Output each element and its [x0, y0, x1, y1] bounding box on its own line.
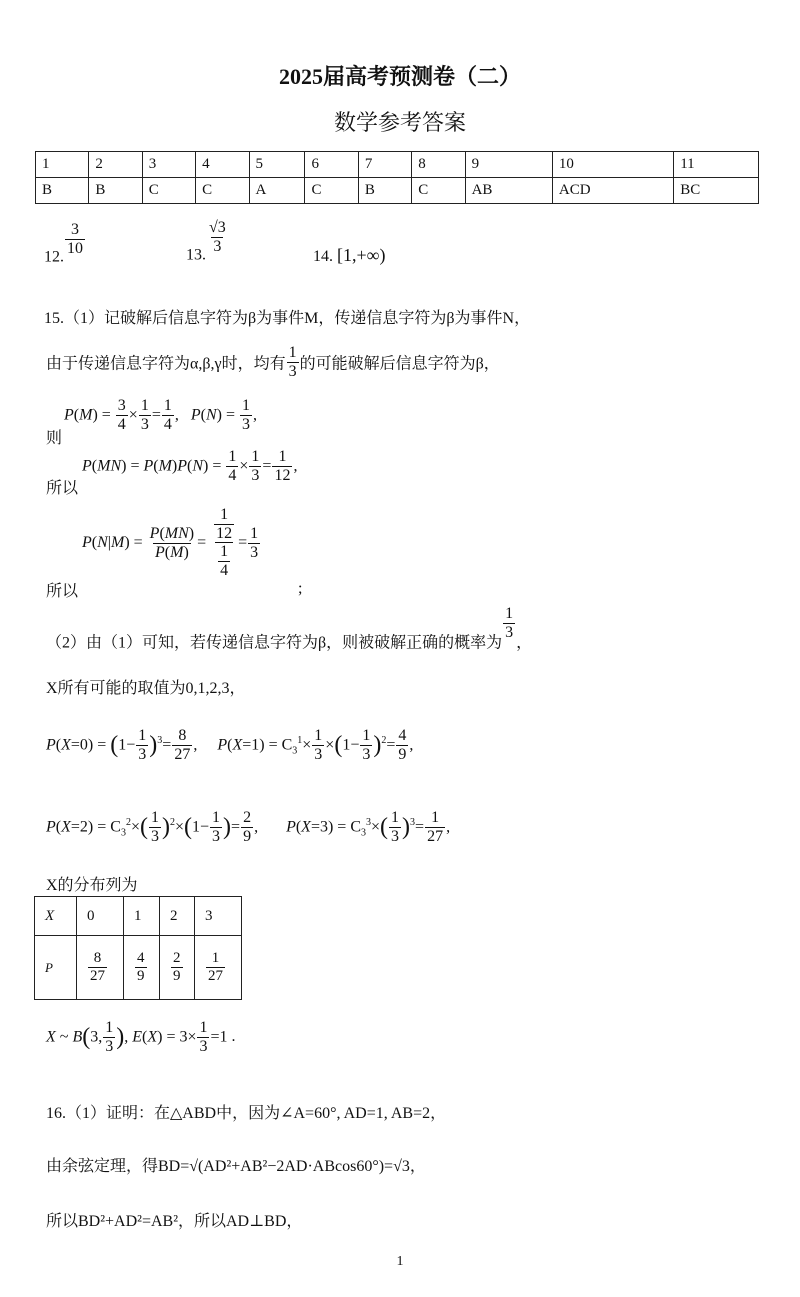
- q15-line2: 由于传递信息字符为α,β,γ时，均有 $\frac{1}{3}$ 的可能破解后信息字符为β，: [46, 344, 500, 380]
- answer-value: C: [305, 178, 358, 204]
- q15-px0-px1: P(X=0) = (1− $\frac{1}{3}$ )$^3$= $\frac{8}{27}$ , $P(X=1) = C_3^1\times$ $\frac{1}{3}$ ×(1− $\frac{1}{3}$ )$^2$= $\frac{4}{9}$ ,: [46, 727, 414, 763]
- q15-px2-px3: $P(X=2) = C_3^2\times$( $\frac{1}{3}$ )$^2$×(1− $\frac{1}{3}$ )= $\frac{2}{9}$ , $P(X=3) = C_3^3\times$( $\frac{1}{3}$ )$^3$= $\frac{1}{27}$ ,: [46, 809, 451, 845]
- q15-line1: 15.（1）记破解后信息字符为β为事件M，传递信息字符为β为事件N，: [44, 310, 531, 327]
- answer-value: BC: [674, 178, 759, 204]
- answer-number: 7: [358, 152, 411, 178]
- q15-conditional-prob: P(N|M) = $\frac{P(MN)}{P(M)}$ = $\frac{\frac{1}{12}}{\frac{1}{4}}$ = $\frac{1}{3}$: [82, 506, 259, 580]
- q13-answer: [186, 220, 229, 264]
- q15-part2-line2: X所有可能的取值为0,1,2,3，: [46, 680, 246, 697]
- dist-prob-cell: $\frac{2}{9}$: [160, 936, 195, 1000]
- distribution-header-row: [35, 897, 242, 936]
- q13-fraction: $\frac{√3}{3}$: [209, 219, 226, 255]
- page-number: 1: [396, 1254, 404, 1269]
- page-subtitle: 数学参考答案: [333, 110, 466, 135]
- q12-answer: [44, 222, 86, 266]
- q15-so-label-1: 所以: [46, 480, 79, 497]
- answer-number: 3: [142, 152, 195, 178]
- answer-value: B: [89, 178, 142, 204]
- distribution-table: [34, 896, 242, 1000]
- dist-header-cell: 3: [195, 897, 242, 936]
- answer-number: 4: [196, 152, 249, 178]
- answer-table-answer-row: [36, 178, 759, 204]
- q15-then-label: 则: [46, 430, 63, 447]
- dist-prob-cell: $\frac{8}{27}$: [77, 936, 124, 1000]
- q15-so-label-2: 所以: [46, 583, 79, 600]
- answer-value: C: [196, 178, 249, 204]
- dist-p-label: P: [35, 936, 77, 1000]
- answer-number: 5: [249, 152, 305, 178]
- q12-label: 12.: [44, 248, 64, 266]
- answer-number: 11: [674, 152, 759, 178]
- dist-prob-cell: $\frac{4}{9}$: [124, 936, 160, 1000]
- answer-value: C: [412, 178, 465, 204]
- answer-number: 8: [412, 152, 465, 178]
- q12-fraction: $\frac{3}{10}$: [67, 221, 83, 257]
- answer-table-number-row: [36, 152, 759, 178]
- q15-expectation: X ~ B(3, $\frac{1}{3}$ ), E(X) = 3× $\frac{1}{3}$ =1 .: [46, 1019, 236, 1055]
- q14-label: 14.: [313, 248, 333, 265]
- q14-value: [1,+∞): [337, 245, 386, 265]
- q15-prob-m-n: P(M) = $\frac{3}{4}$ × $\frac{1}{3}$ = $\frac{1}{4}$ , P(N) = $\frac{1}{3}$ ,: [64, 397, 257, 433]
- page-title: 2025届高考预测卷（二）: [278, 64, 521, 89]
- q15-prob-mn: P(MN) = P(M)P(N) = $\frac{1}{4}$ × $\frac{1}{3}$ = $\frac{1}{12}$ ,: [82, 448, 298, 484]
- dist-header-cell: X: [35, 897, 77, 936]
- q16-line2: 由余弦定理，得BD=√(AD²+AB²−2AD·ABcos60°)=√3，: [46, 1158, 426, 1175]
- dist-header-cell: 1: [124, 897, 160, 936]
- answer-value: AB: [465, 178, 552, 204]
- answer-number: 10: [552, 152, 673, 178]
- q14-answer: [313, 245, 385, 266]
- q16-line3: 所以BD²+AD²=AB²，所以AD⊥BD，: [46, 1213, 303, 1230]
- q15-semicolon: ;: [298, 580, 303, 597]
- answer-value: B: [358, 178, 411, 204]
- answer-value: B: [36, 178, 89, 204]
- q16-line1: 16.（1）证明：在△ABD中，因为∠A=60°, AD=1, AB=2，: [46, 1105, 447, 1122]
- answer-value: A: [249, 178, 305, 204]
- answer-value: ACD: [552, 178, 673, 204]
- dist-header-cell: 2: [160, 897, 195, 936]
- answer-number: 6: [305, 152, 358, 178]
- answer-number: 9: [465, 152, 552, 178]
- q13-label: 13.: [186, 246, 206, 264]
- distribution-prob-row: [35, 936, 242, 1000]
- q15-dist-label: X的分布列为: [46, 877, 138, 894]
- q15-part2-line1: （2）由（1）可知，若传递信息字符为β，则被破解正确的概率为 $\frac{1}{3}$ ，: [46, 605, 533, 652]
- dist-prob-cell: $\frac{1}{27}$: [195, 936, 242, 1000]
- answer-table: [35, 151, 759, 204]
- answer-number: 1: [36, 152, 89, 178]
- answer-number: 2: [89, 152, 142, 178]
- answer-value: C: [142, 178, 195, 204]
- one-third-fraction: $\frac{1}{3}$: [288, 344, 297, 380]
- dist-header-cell: 0: [77, 897, 124, 936]
